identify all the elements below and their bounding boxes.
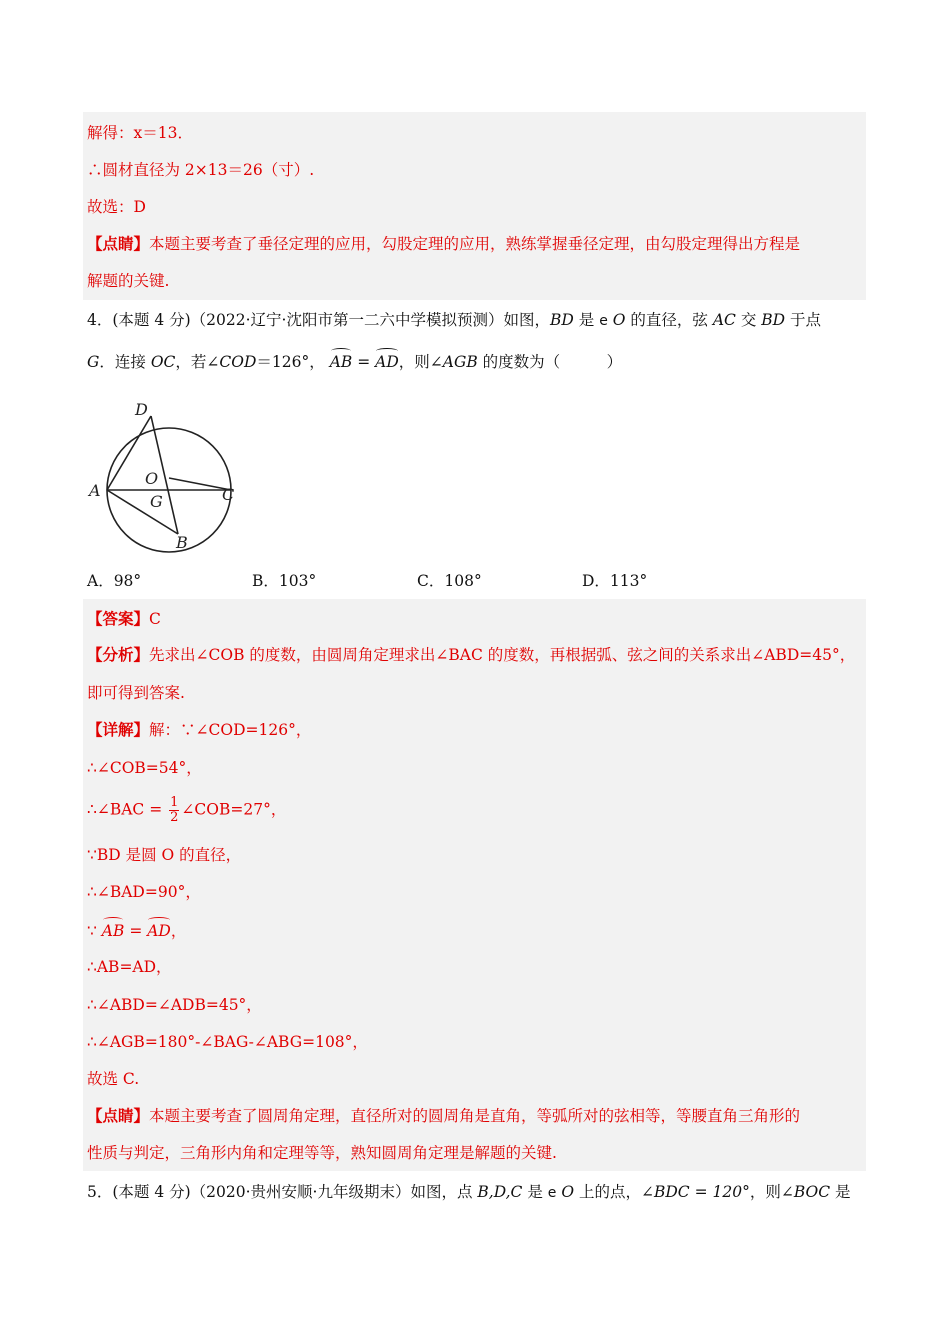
detail-text: 解：∵∠COD=126°， xyxy=(149,721,312,739)
q4-options xyxy=(0,570,950,592)
comment-text: 本题主要考查了圆周角定理，直径所对的圆周角是直角，等弧所对的弦相等，等腰直角三角形的 xyxy=(149,1107,801,1125)
comment-tag: 【点睛】 xyxy=(87,234,150,253)
label-b: B xyxy=(176,533,188,552)
q4-text: ．连接 xyxy=(99,353,151,371)
q4-text: 交 xyxy=(735,311,762,329)
label-c: C xyxy=(222,485,235,504)
arc-ad: AD xyxy=(375,353,399,371)
analysis-tag: 【分析】 xyxy=(87,645,150,664)
step-8: ∴∠AGB=180°-∠BAG-∠ABG=108°， xyxy=(87,1033,368,1051)
q4-var: OC xyxy=(150,353,176,371)
comment-text: 本题主要考查了垂径定理的应用，勾股定理的应用，熟练掌握垂径定理，由勾股定理得出方程是 xyxy=(149,235,801,253)
arc-ab: AB xyxy=(329,353,353,371)
analysis-line1 xyxy=(87,644,855,666)
prev-comment-line1 xyxy=(87,233,800,255)
step-3: ∵BD 是圆 O 的直径， xyxy=(87,846,242,864)
q4-text: 是 xyxy=(573,311,600,329)
q4-var: G xyxy=(87,353,100,371)
option-b: B．103° xyxy=(252,572,317,590)
answer-value: C xyxy=(149,610,161,628)
answer-line xyxy=(87,608,161,630)
prev-choice-line: 故选：D xyxy=(87,198,146,216)
q4-var: BD xyxy=(761,311,786,329)
q4-number: 4． xyxy=(87,311,113,329)
step-9: 故选 C. xyxy=(87,1070,140,1088)
answer-tag: 【答案】 xyxy=(87,609,150,628)
q4-text: ，则∠ xyxy=(398,353,443,371)
previous-solution-block xyxy=(83,112,866,300)
prev-solve-line: 解得：x＝13． xyxy=(87,124,193,142)
option-d: D．113° xyxy=(582,572,648,590)
chord-ab xyxy=(107,490,178,534)
q5-var: O xyxy=(561,1183,575,1201)
answer-comment-line2: 性质与判定，三角形内角和定理等等，熟知圆周角定理是解题的关键. xyxy=(87,1144,557,1162)
step-7: ∴∠ABD=∠ADB=45°， xyxy=(87,996,262,1014)
q5-text: 是 xyxy=(830,1183,851,1201)
arc-ad: AD xyxy=(147,922,171,940)
q5-text: 上的点， xyxy=(574,1183,641,1201)
answer-comment-line1 xyxy=(87,1105,800,1127)
step-1: ∴∠COB=54°， xyxy=(87,759,202,777)
q4-var: COD xyxy=(219,353,257,371)
label-d: D xyxy=(135,400,148,419)
step-5-post: ， xyxy=(170,922,187,940)
label-a: A xyxy=(89,481,101,500)
label-o: O xyxy=(145,469,159,488)
q5-var: B,D,C xyxy=(477,1183,523,1201)
circle-symbol: e xyxy=(599,313,608,329)
step-4: ∴∠BAD=90°， xyxy=(87,883,201,901)
circle-geometry-figure xyxy=(86,398,246,553)
q4-text: ＝126°， xyxy=(256,353,325,371)
step-2-pre: ∴∠BAC = xyxy=(87,800,168,819)
comment-tag: 【点睛】 xyxy=(87,1106,150,1125)
fraction-numerator: 1 xyxy=(170,795,179,810)
q4-stem-line2 xyxy=(87,351,622,373)
q4-text: 的直径，弦 xyxy=(625,311,713,329)
q5-text: 是 xyxy=(522,1183,548,1201)
step-5-pre: ∵ xyxy=(87,922,102,940)
fraction-denominator: 2 xyxy=(170,810,179,825)
q4-var: AGB xyxy=(442,353,478,371)
analysis-text: 先求出∠COB 的度数，由圆周角定理求出∠BAC 的度数，再根据弧、弦之间的关系求出∠ABD=45°， xyxy=(149,646,856,664)
prev-diameter-line: ∴圆材直径为 2×13＝26（寸）. xyxy=(87,161,315,179)
arc-ab: AB xyxy=(101,922,125,940)
step-5 xyxy=(87,920,186,942)
q4-var: BD xyxy=(550,311,574,329)
q4-stem-line1 xyxy=(87,309,821,332)
option-c: C．108° xyxy=(417,572,482,590)
fraction-one-half xyxy=(169,796,179,825)
prev-comment-line2: 解题的关键. xyxy=(87,272,170,290)
label-g: G xyxy=(150,492,163,511)
circle-symbol: e xyxy=(547,1185,557,1201)
q5-expr: ∠BDC = 120° xyxy=(640,1183,750,1201)
step-2-post: ∠COB=27°， xyxy=(181,800,287,819)
q4-meta: (本题 4 分)（2022·辽宁·沈阳市第一二六中学模拟预测）如图， xyxy=(112,311,550,329)
q5-text: ，则∠ xyxy=(749,1183,794,1201)
analysis-line2: 即可得到答案. xyxy=(87,684,185,702)
q4-text: 的度数为（ ） xyxy=(477,353,623,371)
option-a: A．98° xyxy=(87,572,142,590)
q5-stem-line1 xyxy=(87,1181,851,1204)
detail-tag: 【详解】 xyxy=(87,720,150,739)
q4-eq: = xyxy=(352,353,376,371)
q5-number: 5． xyxy=(87,1183,113,1201)
step-5-eq: = xyxy=(124,922,148,940)
q4-text: ，若∠ xyxy=(175,353,220,371)
detail-line xyxy=(87,719,311,741)
q4-var: O xyxy=(612,311,626,329)
q5-var: BOC xyxy=(793,1183,831,1201)
q4-text: 于点 xyxy=(785,311,822,329)
step-6: ∴AB=AD， xyxy=(87,958,172,976)
q5-meta: (本题 4 分)（2020·贵州安顺·九年级期末）如图，点 xyxy=(112,1183,478,1201)
step-2 xyxy=(87,796,286,825)
q4-var: AC xyxy=(712,311,736,329)
